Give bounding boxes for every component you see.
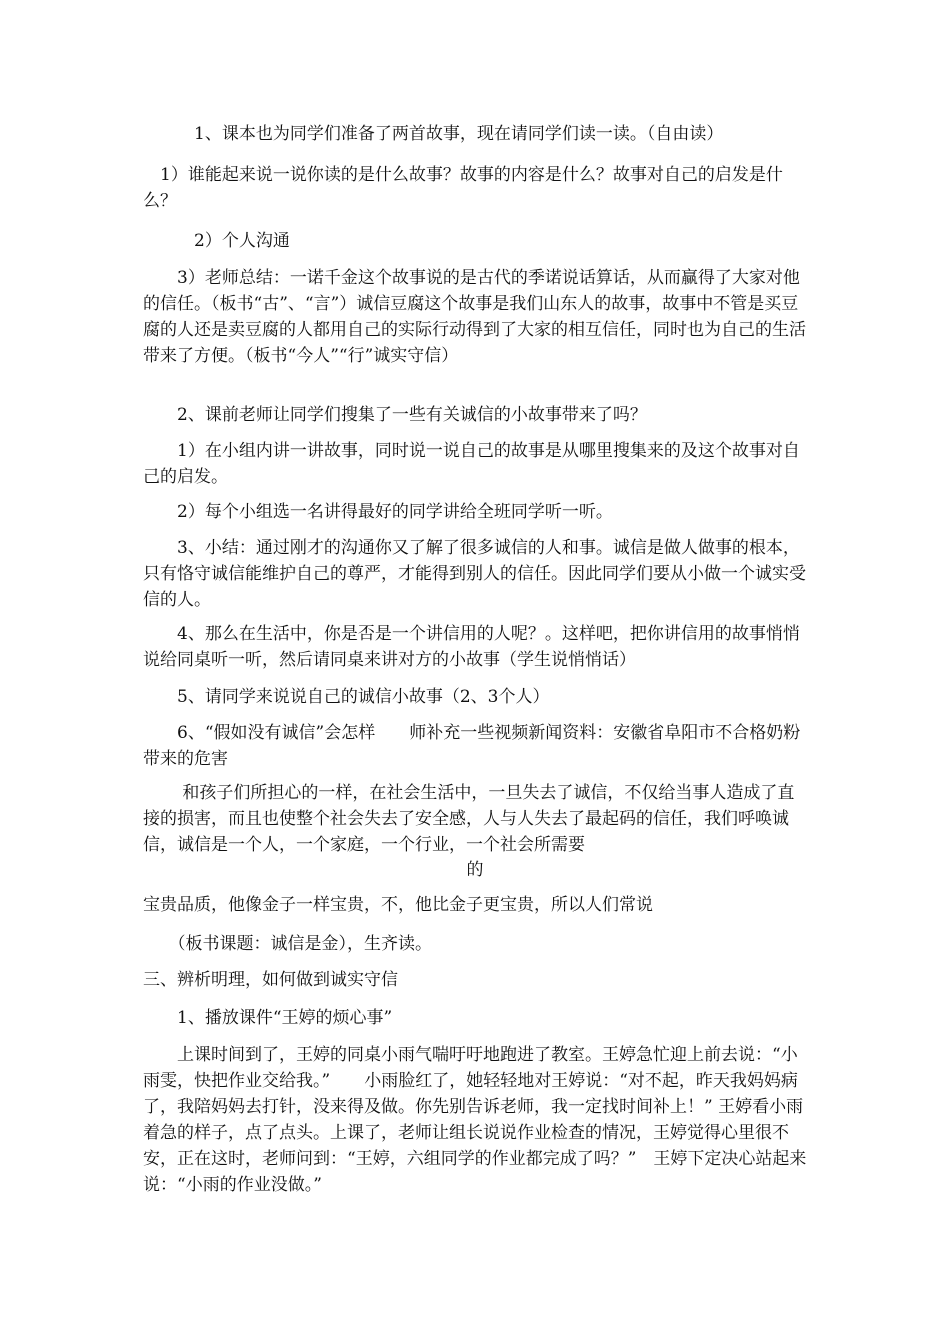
paragraph-9: 4、那么在生活中，你是否是一个讲信用的人呢？。这样吧，把你讲信用的故事悄悄说给同桌听一听，然后请同桌来讲对方的小故事（学生说悄悄话） <box>143 624 800 670</box>
paragraph-6: 1）在小组内讲一讲故事，同时说一说自己的故事是从哪里搜集来的及这个故事对自己的启发。 <box>143 441 800 487</box>
paragraph-7: 2）每个小组选一名讲得最好的同学讲给全班同学听一听。 <box>143 502 613 522</box>
paragraph-1: 1、课本也为同学们准备了两首故事，现在请同学们读一读。（自由读） <box>143 124 724 144</box>
paragraph-14: 宝贵品质，他像金子一样宝贵，不，他比金子更宝贵，所以人们常说 <box>143 895 653 915</box>
paragraph-11: 6、“假如没有诚信”会怎样 师补充一些视频新闻资料：安徽省阜阳市不合格奶粉带来的危害 <box>143 723 801 769</box>
section-heading-3: 三、辨析明理，如何做到诚实守信 <box>143 970 398 990</box>
paragraph-13: 的 <box>466 860 484 880</box>
paragraph-12: 和孩子们所担心的一样，在社会生活中，一旦失去了诚信，不仅给当事人造成了直接的损害，而且也使整个社会失去了安全感，人与人失去了最起码的信任，我们呼唤诚信，诚信是一个人，一个家庭，一个行业，一个社会所需要 <box>143 783 795 855</box>
paragraph-3: 2）个人沟通 <box>143 231 290 251</box>
paragraph-2: 1）谁能起来说一说你读的是什么故事？故事的内容是什么？故事对自己的启发是什么？ <box>143 165 783 211</box>
paragraph-15: （板书课题：诚信是金），生齐读。 <box>143 934 432 954</box>
paragraph-10: 5、请同学来说说自己的诚信小故事（2、3个人） <box>143 687 550 707</box>
paragraph-8: 3、小结：通过刚才的沟通你又了解了很多诚信的人和事。诚信是做人做事的根本，只有恪守诚信能维护自己的尊严，才能得到别人的信任。因此同学们要从小做一个诚实受信的人。 <box>143 538 806 610</box>
paragraph-4: 3）老师总结：一诺千金这个故事说的是古代的季诺说话算话，从而赢得了大家对他的信任。（板书“古”、“言”）诚信豆腐这个故事是我们山东人的故事，故事中不管是买豆腐的人还是卖豆腐的人都用自己的实际行动得到了大家的相互信任，同时也为自己的生活带来了方便。（板书“今人”“行”诚实守信） <box>143 268 806 366</box>
paragraph-18: 上课时间到了，王婷的同桌小雨气喘吁吁地跑进了教室。王婷急忙迎上前去说：“小雨雯，快把作业交给我。” 小雨脸红了，她轻轻地对王婷说：“对不起，昨天我妈妈病了，我陪妈妈去打针，没来得及做。你先别告诉老师，我一定找时间补上！” 王婷看小雨着急的样子，点了点头。上课了，老师让组长说说作业检查的情况，王婷觉得心里很不安，正在这时，老师问到：“王婷，六组同学的作业都完成了吗？” 王婷下定决心站起来说：“小雨的作业没做。” <box>143 1045 807 1195</box>
paragraph-17: 1、播放课件“王婷的烦心事” <box>143 1008 393 1028</box>
paragraph-5: 2、课前老师让同学们搜集了一些有关诚信的小故事带来了吗？ <box>143 405 647 425</box>
